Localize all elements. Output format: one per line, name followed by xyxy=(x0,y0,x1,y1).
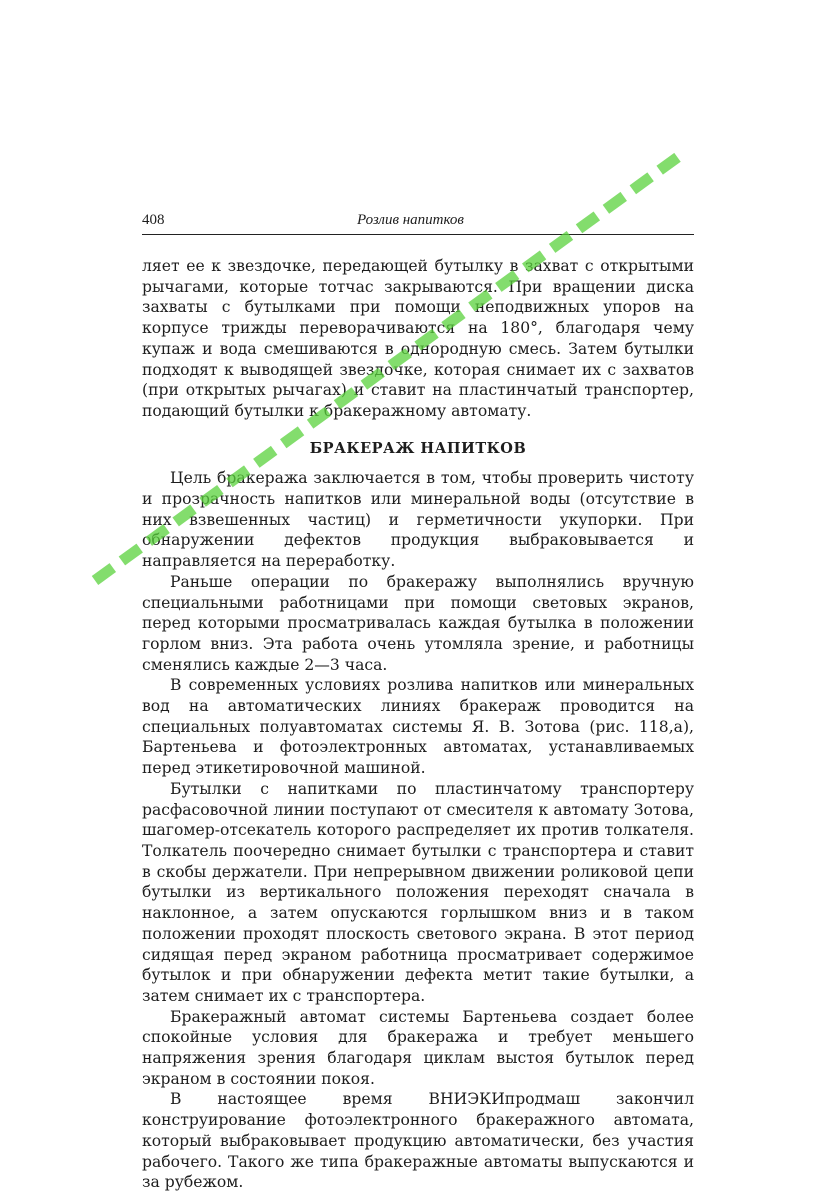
paragraph-continuation: ляет ее к звездочке, передающей бутылку в захват с открытыми рычагами, которые тотчас закрываются. При вращении диска захваты с бутылками при помощи неподвижных упоров на корпусе трижды переворачиваются на 180°, благодаря чему купаж и вода смешиваются в однородную смесь. Затем бутылки подходят к выводящей звездочке, которая снимает их с захватов (при открытых рычагах) и ставит на пластинчатый транспортер, подающий бутылки к бракеражному автомату. xyxy=(142,257,694,420)
paragraph-zotov: Бутылки с напитками по пластинчатому транспортеру расфасовочной линии поступают от смесителя к автомату Зотова, шагомер-отсекатель которого распределяет их против толкателя. Толкатель поочередно снимает бутылки с транспортера и ставит в скобы держатели. При непрерывном движении роликовой цепи бутылки из вертикального положения переходят сначала в наклонное, а затем опускаются горлышком вниз и в таком положении проходят плоскость светового экрана. В этот период сидящая перед экраном работница просматривает содержимое бутылок и при обнаружении дефекта метит такие бутылки, а затем снимает их с транспортера. xyxy=(142,779,694,1005)
section-heading: БРАКЕРАЖ НАПИТКОВ xyxy=(309,439,527,457)
paragraph-bartenev: Бракеражный автомат системы Бартеньева создает более спокойные условия для бракеража и требует меньшего напряжения зрения благодаря циклам выстоя бутылок перед экраном в состоянии покоя. xyxy=(142,1007,694,1088)
page-header xyxy=(142,212,694,235)
paragraph-history: Раньше операции по бракеражу выполнялись вручную специальными работницами при помощи световых экранов, перед которыми просматривалась каждая бутылка в положении горлом вниз. Эта работа очень утомляла зрение, и работницы сменялись каждые 2—3 часа. xyxy=(142,572,694,674)
paragraph-purpose: Цель бракеража заключается в том, чтобы проверить чистоту и прозрачность напитков или минеральной воды (отсутствие в них взвешенных частиц) и герметичности укупорки. При обнаружении дефектов продукция выбраковывается и направляется на переработку. xyxy=(142,469,694,571)
running-title: Розлив напитков xyxy=(357,212,464,228)
paragraph-vnieki: В настоящее время ВНИЭКИпродмаш закончил конструирование фотоэлектронного бракеражного автомата, который выбраковывает продукцию автоматически, без участия рабочего. Такого же типа бракеражные автоматы выпускаются и за рубежом. xyxy=(142,1090,694,1192)
page-number: 408 xyxy=(142,212,165,228)
paragraph-modern: В современных условиях розлива напитков или минеральных вод на автоматических линиях бракераж проводится на специальных полуавтоматах системы Я. В. Зотова (рис. 118,а), Бартеньева и фотоэлектронных автоматах, устанавливаемых перед этикетировочной машиной. xyxy=(142,676,694,778)
body-text xyxy=(142,256,694,1193)
